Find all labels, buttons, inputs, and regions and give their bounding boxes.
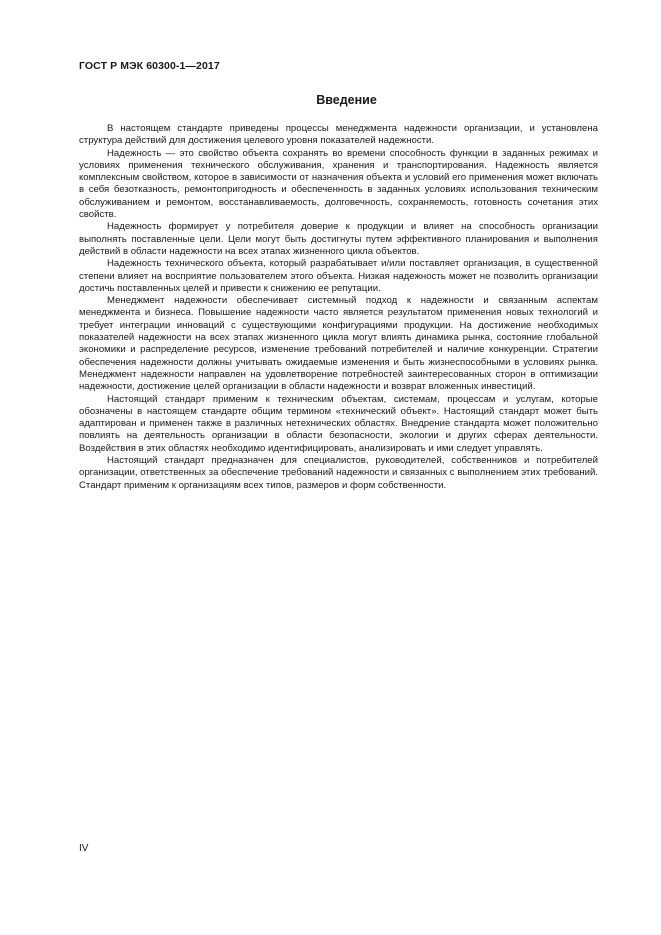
- section-title: Введение: [316, 93, 377, 107]
- paragraph: Надежность формирует у потребителя доверие к продукции и влияет на способность организации выполнять поставленные цели. Цели могут быть достигнуты путем эффективного планирования и выполнения действий в области надежности на всех этапах жизненного цикла объектов.: [79, 221, 598, 257]
- paragraph: Настоящий стандарт предназначен для специалистов, руководителей, собственников и потребителей организации, ответственных за обеспечение требований надежности и связанных с выполнением этих требований. Стандарт применим к организациям всех типов, размеров и форм собственности.: [79, 455, 598, 491]
- paragraph: Надежность — это свойство объекта сохранять во времени способность функции в заданных режимах и условиях применения технического обслуживания, хранения и транспортирования. Надежность является комплексным свойством, которое в зависимости от назначения объекта и условий его применения может включать в себя безотказность, ремонтопригодность и обеспеченность в заданных условиях использования техническим обслуживанием и ремонтом, восстанавливаемость, долговечность, сохраняемость, готовность сочетания этих свойств.: [79, 147, 598, 221]
- paragraph: Менеджмент надежности обеспечивает системный подход к надежности и связанным аспектам менеджмента и бизнеса. Повышение надежности часто является результатом применения новых технологий и требует интеграции инноваций с существующими конфигурациями продукции. На достижение необходимых показателей надежности на всех этапах жизненного цикла могут влиять динамика рынка, состояние глобальной экономики и распределение ресурсов, изменение требований потребителей и наличие конкуренции. Стратегии обеспечения надежности должны учитывать ожидаемые изменения и быть жизнеспособными в условиях рынка. Менеджмент надежности направлен на удовлетворение потребностей заинтересованных сторон в оптимизации надежности, достижение целей организации в области надежности и возврат вложенных инвестиций.: [79, 295, 598, 393]
- document-body: [79, 123, 598, 492]
- paragraph: Настоящий стандарт применим к техническим объектам, системам, процессам и услугам, которые обозначены в настоящем стандарте общим термином «технический объект». Настоящий стандарт может быть адаптирован и применен также в различных нетехнических областях. Внедрение стандарта может положительно повлиять на деятельность организации в области безопасности, экологии и других сферах деятельности. Воздействия в этих областях необходимо идентифицировать, анализировать и ими следует управлять.: [79, 393, 598, 454]
- page-number: IV: [79, 843, 89, 854]
- document-header: ГОСТ Р МЭК 60300-1—2017: [79, 60, 220, 72]
- paragraph: В настоящем стандарте приведены процессы менеджмента надежности организации, и установлена структура действий для достижения целевого уровня показателей надежности.: [79, 123, 598, 147]
- paragraph: Надежность технического объекта, который разрабатывает и/или поставляет организация, в существенной степени влияет на восприятие пользователем этого объекта. Низкая надежность может не позволить организации достичь поставленных целей и привести к снижению ее репутации.: [79, 258, 598, 294]
